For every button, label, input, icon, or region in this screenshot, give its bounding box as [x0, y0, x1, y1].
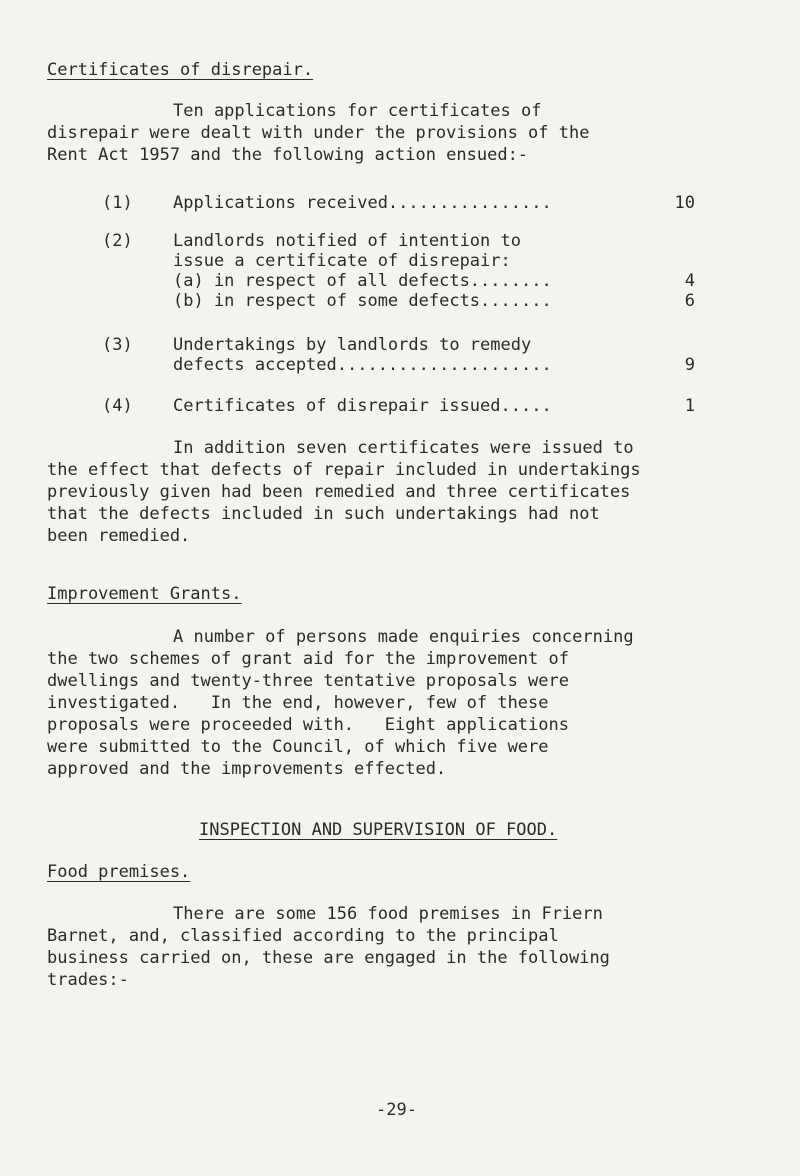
item-text: defects accepted..................... [173, 355, 552, 375]
item-text: Landlords notified of intention to [173, 231, 521, 251]
improvement-line: the two schemes of grant aid for the improvement of [47, 649, 569, 669]
item-text: (b) in respect of some defects....... [173, 291, 552, 311]
item-text: issue a certificate of disrepair: [173, 251, 511, 271]
item-value: 9 [684, 355, 695, 375]
item-index: (4) [102, 396, 133, 416]
intro-line: disrepair were dealt with under the provisions of the [47, 123, 590, 143]
intro-line: Ten applications for certificates of [173, 101, 542, 121]
item-value: 10 [674, 193, 695, 213]
item-text: Undertakings by landlords to remedy [173, 335, 532, 355]
improvement-line: A number of persons made enquiries concerning [173, 627, 634, 647]
improvement-heading: Improvement Grants. [47, 584, 242, 604]
page-number: -29- [376, 1100, 417, 1120]
improvement-line: investigated. In the end, however, few of these [47, 693, 549, 713]
improvement-line: proposals were proceeded with. Eight applications [47, 715, 569, 735]
item-text: (a) in respect of all defects........ [173, 271, 552, 291]
addition-line: the effect that defects of repair included in undertakings [47, 460, 641, 480]
item-text: Certificates of disrepair issued..... [173, 396, 552, 416]
intro-line: Rent Act 1957 and the following action ensued:- [47, 145, 529, 165]
addition-line: been remedied. [47, 526, 191, 546]
certificates-heading: Certificates of disrepair. [47, 60, 314, 80]
inspection-heading: INSPECTION AND SUPERVISION OF FOOD. [199, 820, 558, 840]
addition-line: that the defects included in such undertakings had not [47, 504, 600, 524]
food-premises-line: business carried on, these are engaged in the following [47, 948, 610, 968]
item-index: (3) [102, 335, 133, 355]
item-index: (1) [102, 193, 133, 213]
item-value: 6 [684, 291, 695, 311]
addition-line: In addition seven certificates were issued to [173, 438, 634, 458]
item-text: Applications received................ [173, 193, 552, 213]
improvement-line: were submitted to the Council, of which five were [47, 737, 549, 757]
improvement-line: dwellings and twenty-three tentative proposals were [47, 671, 569, 691]
item-index: (2) [102, 231, 133, 251]
improvement-line: approved and the improvements effected. [47, 759, 447, 779]
food-premises-heading: Food premises. [47, 862, 191, 882]
addition-line: previously given had been remedied and three certificates [47, 482, 631, 502]
item-value: 4 [684, 271, 695, 291]
food-premises-line: There are some 156 food premises in Friern [173, 904, 603, 924]
food-premises-line: Barnet, and, classified according to the principal [47, 926, 559, 946]
item-value: 1 [684, 396, 695, 416]
food-premises-line: trades:- [47, 970, 129, 990]
